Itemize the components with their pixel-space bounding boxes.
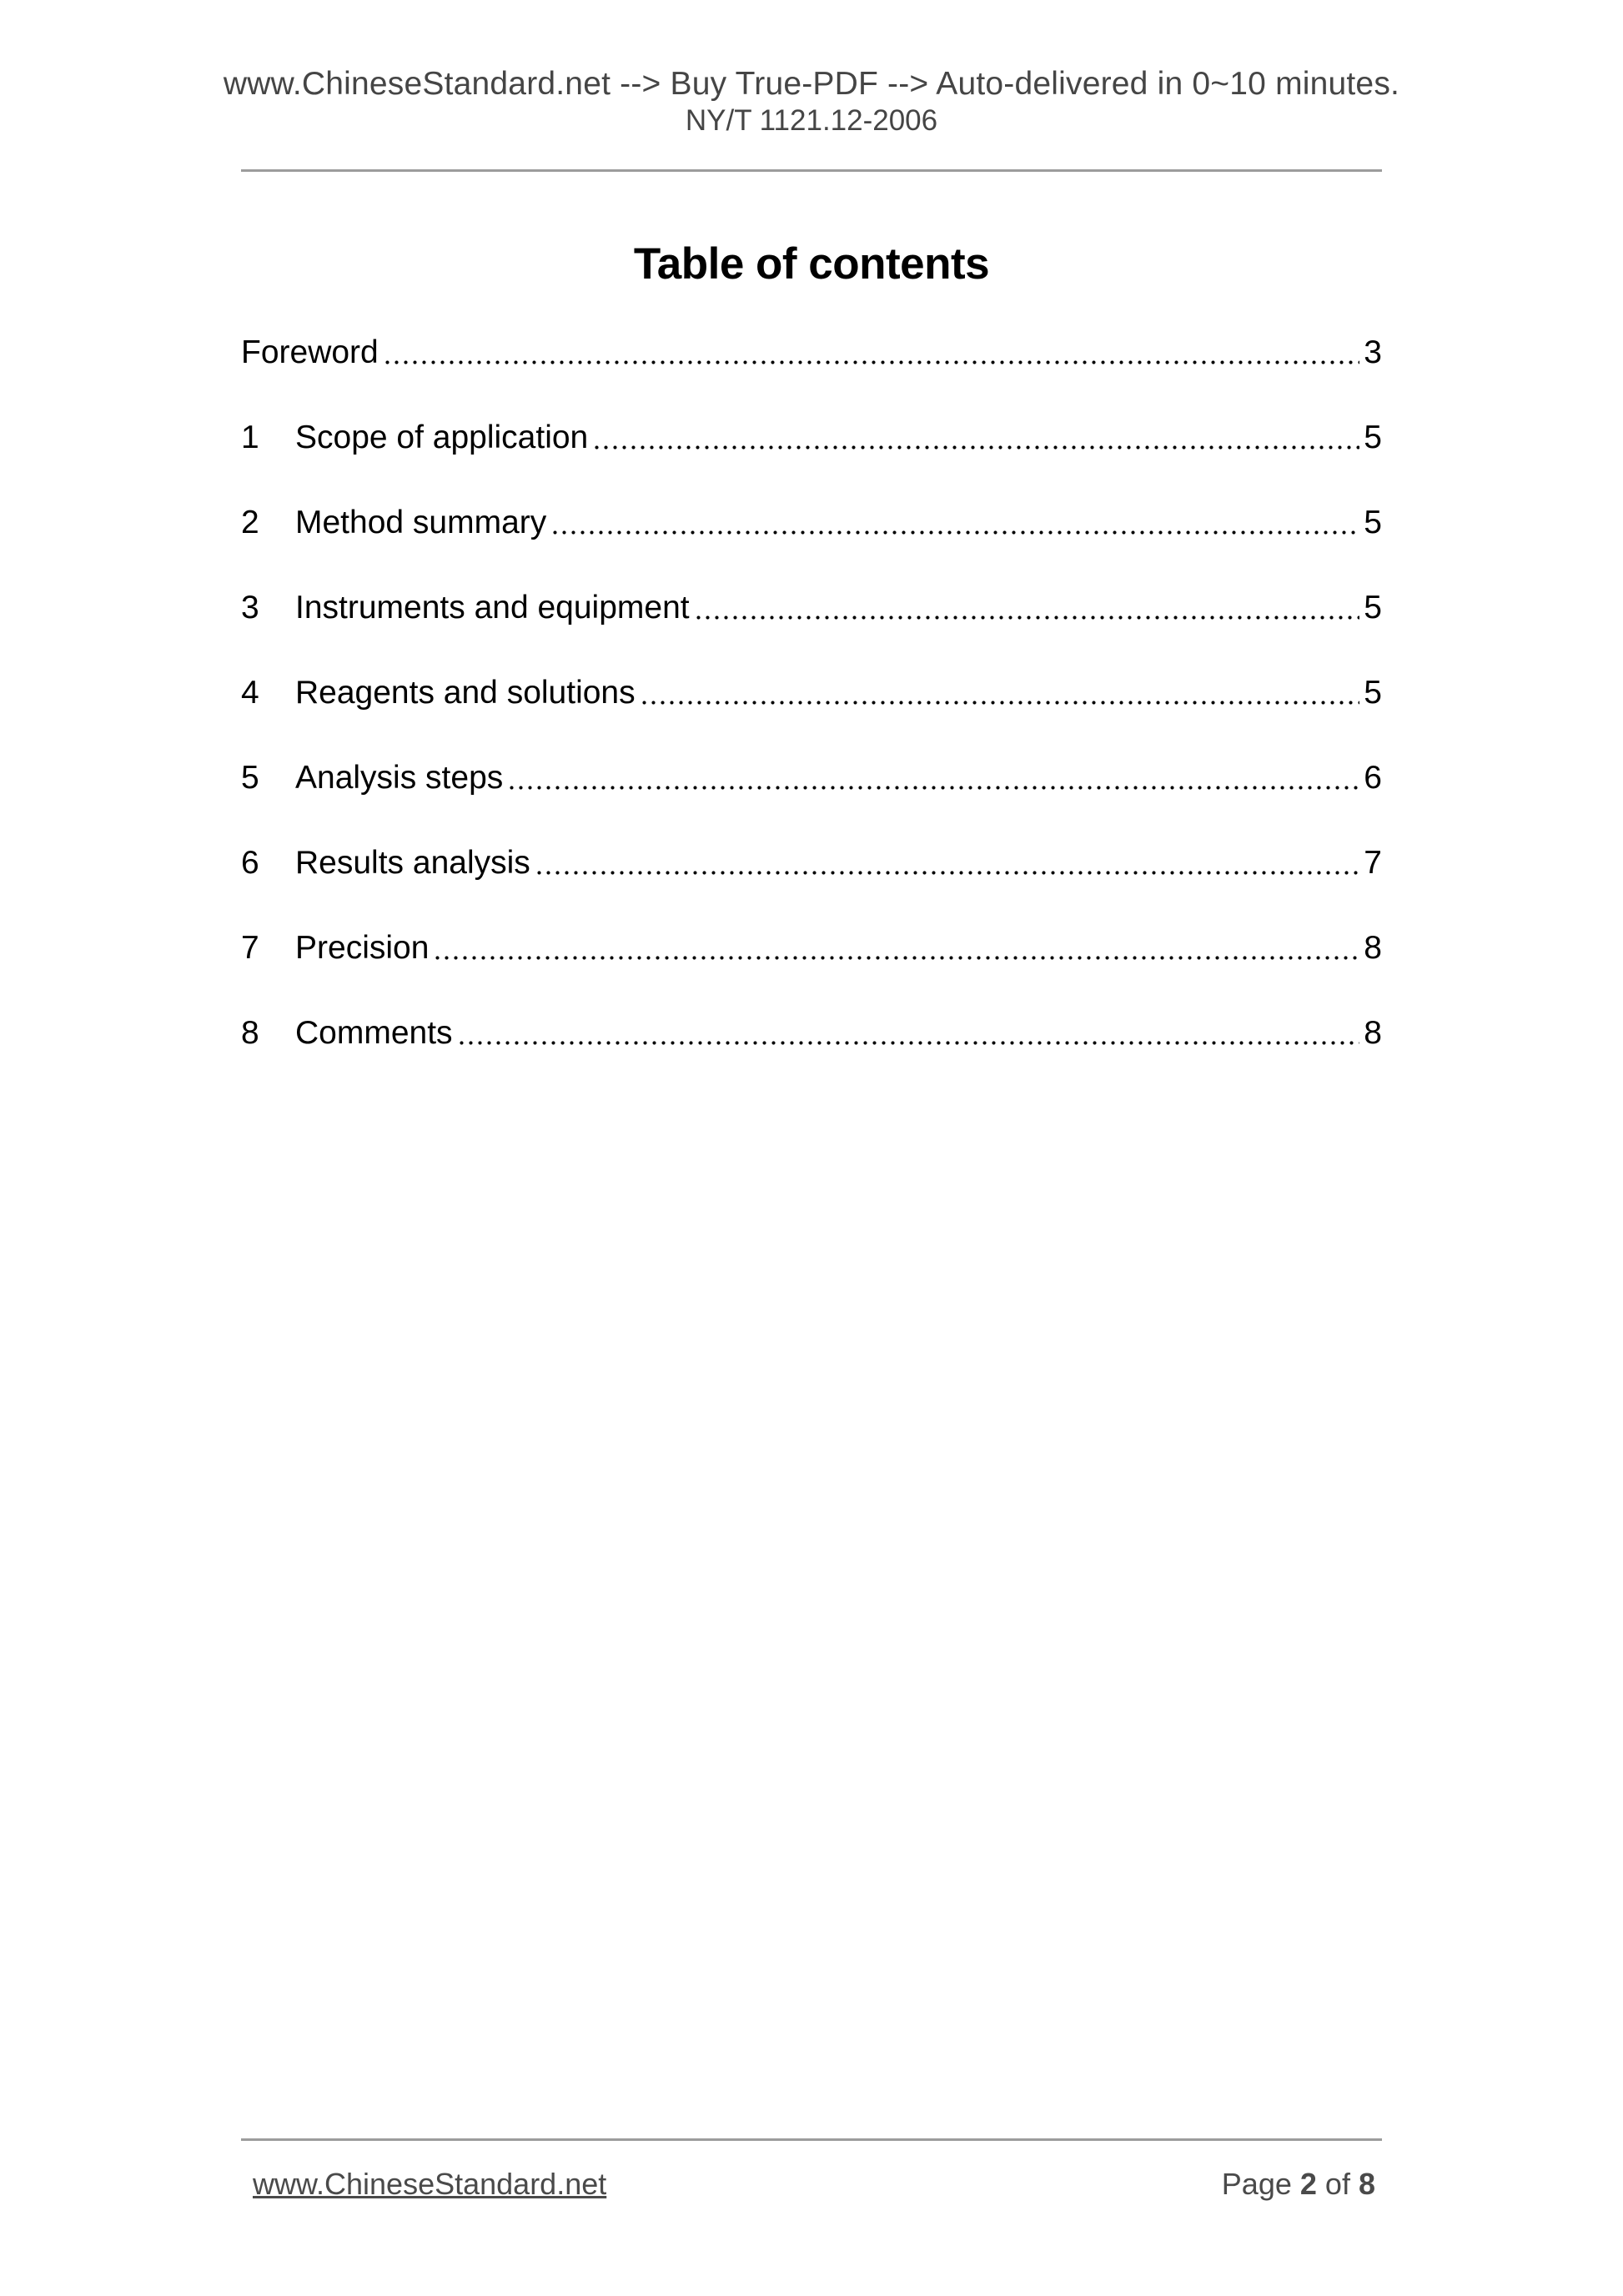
toc-entry-page: 6 <box>1364 760 1382 796</box>
toc-leader-dots <box>595 445 1359 450</box>
toc-row[interactable] <box>241 419 1382 457</box>
toc-entry-label: Scope of application <box>295 420 589 455</box>
footer-of-label: of <box>1324 2167 1350 2201</box>
toc-entry-label: Analysis steps <box>295 760 504 796</box>
page-footer <box>241 2138 1382 2202</box>
toc-entry-page: 5 <box>1364 505 1382 540</box>
toc-entry-label: Reagents and solutions <box>295 675 636 711</box>
toc-entry-page: 5 <box>1364 590 1382 625</box>
toc-entry-page: 3 <box>1364 334 1382 370</box>
toc-row[interactable] <box>241 504 1382 542</box>
footer-page-current: 2 <box>1299 2167 1317 2201</box>
toc-entry-label: Foreword <box>241 334 379 370</box>
toc-entry-number: 3 <box>241 590 259 625</box>
footer-page-label: Page <box>1221 2167 1292 2201</box>
footer-page-total: 8 <box>1358 2167 1375 2201</box>
header-divider <box>241 169 1382 172</box>
toc-entry-number: 4 <box>241 675 259 711</box>
footer-divider <box>241 2138 1382 2141</box>
header-site-line: www.ChineseStandard.net --> Buy True-PDF --> Auto-delivered in 0~10 minutes. <box>223 66 1400 102</box>
toc-leader-dots <box>435 956 1359 960</box>
footer-row <box>241 2167 1382 2202</box>
toc-leader-dots <box>510 786 1359 790</box>
page-header <box>0 0 1623 138</box>
toc-leader-dots <box>553 530 1359 535</box>
page-title: Table of contents <box>633 239 990 289</box>
toc-entry-page: 5 <box>1364 675 1382 711</box>
toc-entry-number: 8 <box>241 1015 259 1051</box>
toc-row[interactable] <box>241 929 1382 967</box>
toc-entry-number: 7 <box>241 930 259 966</box>
footer-site-link[interactable]: www.ChineseStandard.net <box>253 2167 607 2201</box>
toc-entry-page: 8 <box>1364 930 1382 966</box>
toc-leader-dots <box>642 701 1360 705</box>
toc-leader-dots <box>537 871 1360 875</box>
footer-page-info <box>1222 2167 1375 2202</box>
toc-entry-number: 1 <box>241 420 259 455</box>
toc-entry-label: Comments <box>295 1015 453 1051</box>
toc-entry-number: 6 <box>241 845 259 881</box>
toc-row[interactable] <box>241 844 1382 882</box>
toc-row[interactable] <box>241 334 1382 372</box>
toc-row[interactable] <box>241 674 1382 712</box>
toc-leader-dots <box>460 1041 1360 1045</box>
toc-leader-dots <box>696 615 1360 620</box>
header-standard-number: NY/T 1121.12-2006 <box>685 104 938 137</box>
toc-entry-label: Precision <box>295 930 430 966</box>
toc-entry-label: Method summary <box>295 505 547 540</box>
toc-entry-label: Instruments and equipment <box>295 590 690 625</box>
toc-entry-number: 2 <box>241 505 259 540</box>
toc-entry-page: 8 <box>1364 1015 1382 1051</box>
toc-row[interactable] <box>241 1014 1382 1053</box>
toc-row[interactable] <box>241 759 1382 797</box>
toc-leader-dots <box>385 360 1360 364</box>
toc-list <box>241 334 1382 1053</box>
toc-row[interactable] <box>241 589 1382 627</box>
toc-entry-page: 7 <box>1364 845 1382 881</box>
toc-entry-label: Results analysis <box>295 845 530 881</box>
toc-entry-page: 5 <box>1364 420 1382 455</box>
toc-entry-number: 5 <box>241 760 259 796</box>
